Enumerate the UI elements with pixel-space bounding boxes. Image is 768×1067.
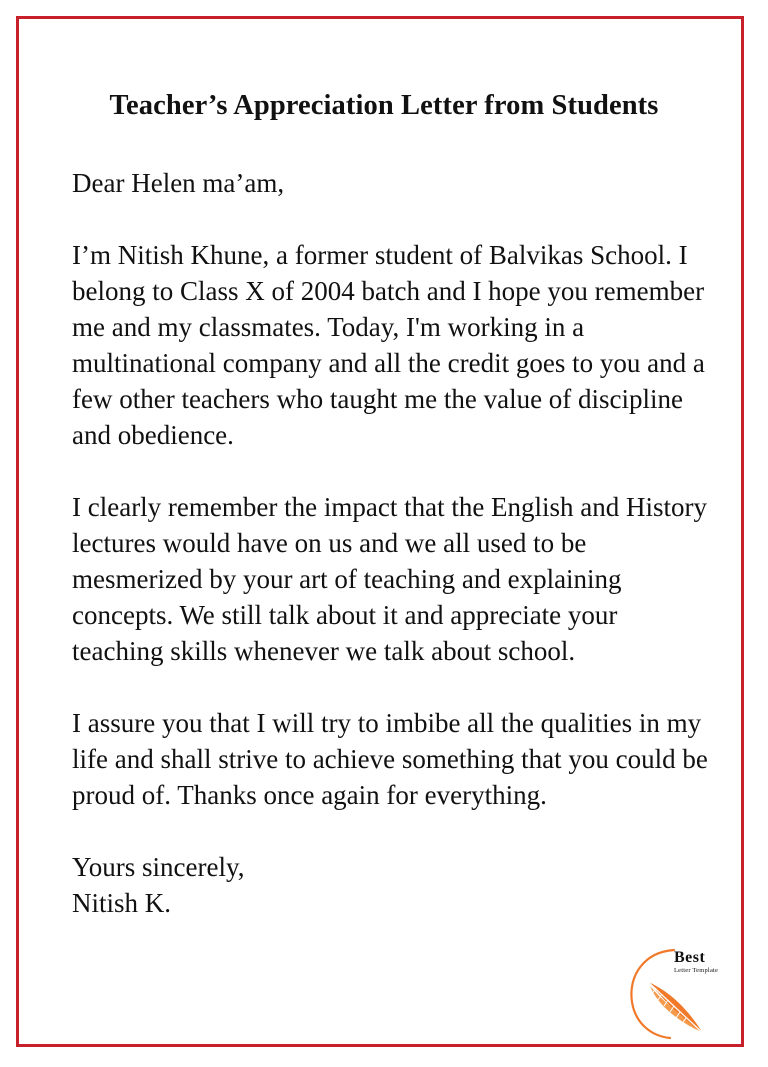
letter-closing: Yours sincerely, (72, 852, 245, 882)
brand-logo-text (674, 950, 718, 975)
letter-salutation: Dear Helen ma’am, (72, 168, 285, 198)
letter-paragraph: I’m Nitish Khune, a former student of Balvikas School. I belong to Class X of 2004 batch and I hope you remember me and my classmates. Today, I'm working in a multinational company and all the credit goes to you and a few other teachers who taught me the value of discipline and obedience. (72, 240, 705, 450)
letter-title: Teacher’s Appreciation Letter from Students (109, 90, 659, 121)
letter-closing-block (72, 849, 712, 921)
letter-body (72, 165, 712, 921)
letter-paragraph: I assure you that I will try to imbibe all the qualities in my life and shall strive to achieve something that you could be proud of. Thanks once again for everything. (72, 708, 708, 810)
letter-signature: Nitish K. (72, 888, 172, 918)
letter-paragraph: I clearly remember the impact that the English and History lectures would have on us and we all used to be mesmerized by your art of teaching and explaining concepts. We still talk about it and appreciate your teaching skills whenever we talk about school. (72, 492, 708, 666)
brand-tagline: Letter Template (674, 967, 719, 974)
brand-name: Best (674, 949, 706, 966)
